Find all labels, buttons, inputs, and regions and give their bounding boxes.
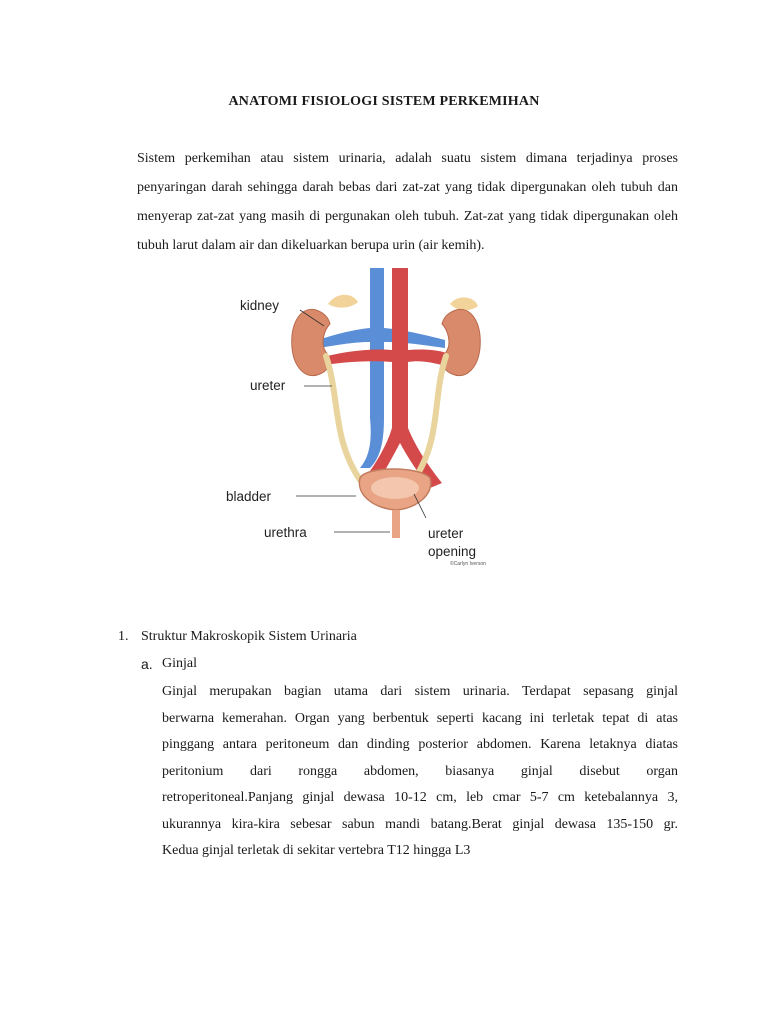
paragraph-line: berwarna kemerahan. Organ yang berbentuk seperti kacang ini terletak tepat di atas bbox=[162, 710, 678, 726]
paragraph-line: Ginjal merupakan bagian utama dari sistem urinaria. Terdapat sepasang ginjal bbox=[162, 684, 678, 699]
sub-list-letter: a. bbox=[141, 656, 153, 672]
urinary-system-figure bbox=[220, 268, 520, 573]
paragraph-line: pinggang antara peritoneum dan dinding posterior abdomen. Karena letaknya diatas bbox=[162, 737, 678, 752]
paragraph-line: retroperitoneal.Panjang ginjal dewasa 10-12 cm, leb cmar 5-7 cm ketebalannya 3, bbox=[162, 790, 678, 805]
urethra bbox=[392, 510, 400, 538]
label-kidney: kidney bbox=[240, 298, 280, 313]
vena-cava bbox=[360, 268, 384, 468]
label-ureter: ureter bbox=[250, 378, 286, 393]
adrenal-gland-right bbox=[450, 297, 478, 310]
paragraph-line: Kedua ginjal terletak di sekitar vertebra T12 hingga L3 bbox=[162, 843, 471, 858]
paragraph-line: peritonium dari rongga abdomen, biasanya ginjal disebut organ bbox=[162, 763, 678, 779]
paragraph-line: ukurannya kira-kira sebesar sabun mandi batang.Berat ginjal dewasa 135-150 gr. bbox=[162, 816, 678, 832]
adrenal-gland-left bbox=[328, 295, 358, 308]
section-heading: Struktur Makroskopik Sistem Urinaria bbox=[141, 629, 357, 644]
ginjal-paragraph bbox=[162, 679, 678, 865]
figure-credit: ©Carlyn Iverson bbox=[450, 561, 486, 567]
ureter-left bbox=[326, 356, 360, 480]
intro-paragraph: Sistem perkemihan atau sistem urinaria, adalah suatu sistem dimana terjadinya proses penyaringan darah sehingga darah bebas dari zat-zat yang tidak dipergunakan oleh tubuh dan menyerap zat-zat yang masih di pergunakan oleh tubuh. Zat-zat yang tidak dipergunakan oleh tubuh larut dalam air dan dikeluarkan berupa urin (air kemih). bbox=[137, 151, 678, 253]
urinary-system-illustration bbox=[220, 268, 520, 573]
label-urethra: urethra bbox=[264, 525, 307, 540]
label-bladder: bladder bbox=[226, 489, 272, 504]
label-ureter-opening-line1: ureter bbox=[428, 526, 464, 541]
page-title: ANATOMI FISIOLOGI SISTEM PERKEMIHAN bbox=[228, 94, 540, 109]
list-number: 1. bbox=[118, 629, 129, 644]
kidney-right bbox=[442, 309, 480, 375]
bladder-interior bbox=[371, 477, 419, 499]
sub-heading: Ginjal bbox=[162, 656, 197, 671]
label-ureter-opening-line2: opening bbox=[428, 544, 477, 559]
